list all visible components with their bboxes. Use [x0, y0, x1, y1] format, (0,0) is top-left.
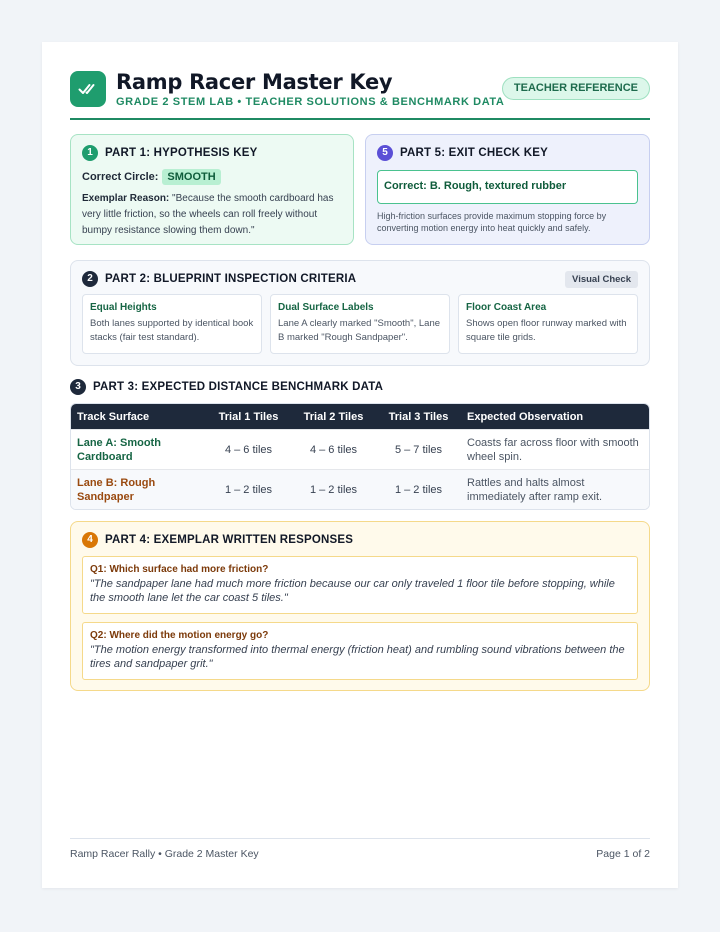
correct-circle-label: Correct Circle:: [82, 171, 159, 183]
criterion-title: Floor Coast Area: [466, 302, 547, 313]
column-header: Expected Observation: [467, 410, 584, 423]
exemplar-reason: [82, 191, 342, 239]
page-footer: [70, 838, 650, 860]
part5-number-badge: 5: [377, 145, 393, 161]
criterion-dual-surface-labels: [270, 294, 450, 354]
column-header: Track Surface: [77, 410, 150, 423]
question-answer: "The motion energy transformed into thermal energy (friction heat) and rumbling sound vibrations between the tires and sandpaper grit.": [90, 644, 625, 670]
response-box-q1: [82, 556, 638, 614]
part1-hypothesis-card: [70, 134, 354, 245]
part4-title: PART 4: EXEMPLAR WRITTEN RESPONSES: [105, 534, 354, 546]
exit-check-answer: Correct: B. Rough, textured rubber: [377, 170, 638, 204]
part3-title: PART 3: EXPECTED DISTANCE BENCHMARK DATA: [93, 381, 384, 393]
table-cell: 1 – 2 tiles: [394, 483, 443, 496]
page-header: [70, 70, 650, 120]
part3-heading: [70, 379, 383, 395]
criterion-floor-coast-area: [458, 294, 638, 354]
part2-number-badge: 2: [82, 271, 98, 287]
part4-written-responses-card: [70, 521, 650, 691]
table-cell: 1 – 2 tiles: [309, 483, 358, 496]
criterion-title: Equal Heights: [90, 302, 157, 313]
table-cell: 5 – 7 tiles: [394, 443, 443, 456]
table-cell: 1 – 2 tiles: [224, 483, 273, 496]
part1-number-badge: 1: [82, 145, 98, 161]
table-cell-observation: Rattles and halts almost immediately after ramp exit.: [467, 476, 603, 503]
exit-check-note: High-friction surfaces provide maximum stopping force by converting motion energy into heat quickly and safely.: [377, 211, 607, 233]
criterion-desc: Lane A clearly marked "Smooth", Lane B marked "Rough Sandpaper".: [278, 318, 441, 343]
table-cell-surface: Lane B: Rough Sandpaper: [77, 476, 156, 503]
column-header: Trial 2 Tiles: [303, 410, 364, 423]
response-box-q2: [82, 622, 638, 680]
table-cell-observation: Coasts far across floor with smooth wheel spin.: [467, 436, 639, 463]
worksheet-page: [42, 42, 678, 888]
question-answer: "The sandpaper lane had much more friction because our car only traveled 1 floor tile before stopping, while the smooth lane let the car coast 5 tiles.": [90, 578, 615, 604]
table-row: [71, 469, 649, 509]
part5-exit-check-card: [365, 134, 650, 245]
table-row: [71, 429, 649, 469]
criterion-title: Dual Surface Labels: [278, 302, 374, 313]
criterion-equal-heights: [82, 294, 262, 354]
footer-left: Ramp Racer Rally • Grade 2 Master Key: [70, 848, 259, 860]
part2-blueprint-card: [70, 260, 650, 366]
table-cell: 4 – 6 tiles: [309, 443, 358, 456]
part1-title: PART 1: HYPOTHESIS KEY: [105, 147, 258, 159]
exemplar-reason-text: "Because the smooth cardboard has very little friction, so the wheels can roll freely without bumpy resistance slowing them down.": [82, 193, 334, 236]
table-cell-surface: Lane A: Smooth Cardboard: [77, 436, 161, 463]
table-header-row: [71, 404, 649, 429]
page-title: Ramp Racer Master Key: [116, 70, 393, 94]
column-header: Trial 1 Tiles: [218, 410, 279, 423]
column-header: Trial 3 Tiles: [388, 410, 449, 423]
double-check-icon: [70, 71, 106, 107]
part2-title: PART 2: BLUEPRINT INSPECTION CRITERIA: [105, 273, 357, 285]
benchmark-table: [70, 403, 650, 510]
part5-title: PART 5: EXIT CHECK KEY: [400, 147, 548, 159]
teacher-reference-badge: TEACHER REFERENCE: [502, 77, 650, 100]
part3-number-badge: 3: [70, 379, 86, 395]
question-title: Q1: Which surface had more friction?: [90, 564, 269, 575]
criterion-desc: Shows open floor runway marked with square tile grids.: [466, 318, 627, 343]
page-number: Page 1 of 2: [596, 848, 650, 860]
visual-check-badge: Visual Check: [565, 271, 638, 288]
part4-number-badge: 4: [82, 532, 98, 548]
exemplar-reason-label: Exemplar Reason:: [82, 193, 170, 204]
question-title: Q2: Where did the motion energy go?: [90, 630, 269, 641]
page-subtitle: GRADE 2 STEM LAB • TEACHER SOLUTIONS & BENCHMARK DATA: [116, 96, 505, 108]
criterion-desc: Both lanes supported by identical book stacks (fair test standard).: [90, 318, 254, 343]
correct-circle-value: SMOOTH: [162, 169, 220, 185]
table-cell: 4 – 6 tiles: [224, 443, 273, 456]
